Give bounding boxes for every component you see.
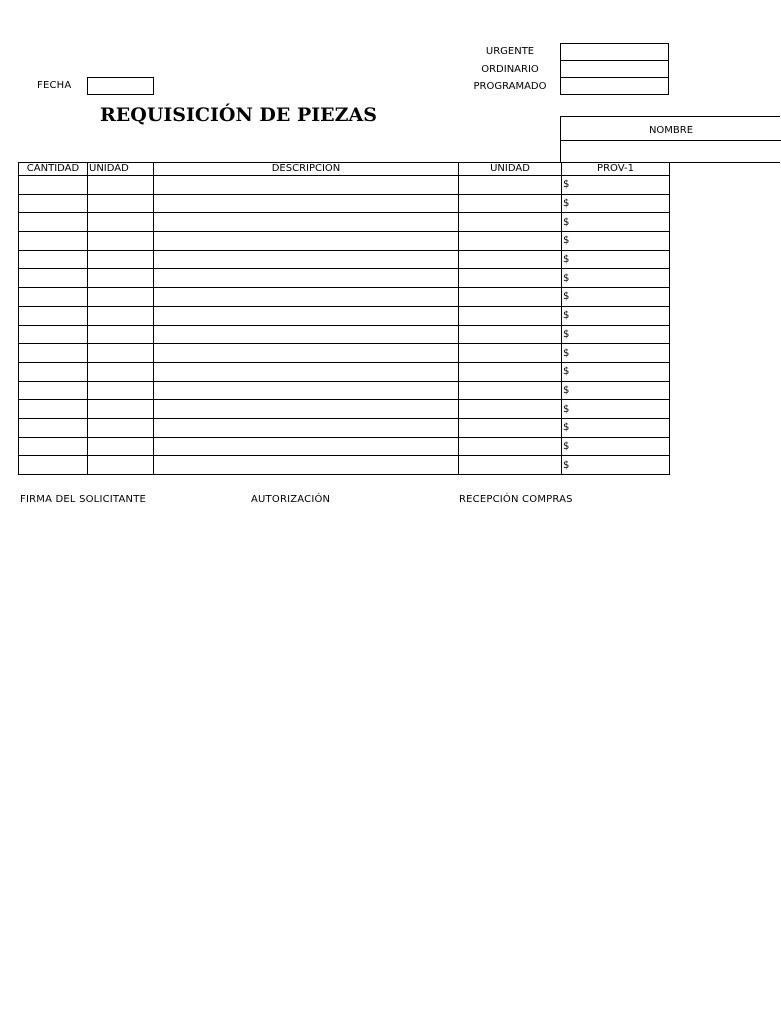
priority-label-ordinario: ORDINARIO <box>481 64 539 75</box>
cell-descripcion[interactable] <box>154 306 459 325</box>
table-row <box>19 400 670 419</box>
table-row <box>19 194 670 213</box>
cell-unidad2[interactable] <box>459 437 562 456</box>
col-header-prov-1: PROV-1 <box>562 163 670 176</box>
cell-descripcion[interactable] <box>154 213 459 232</box>
table-row <box>19 176 670 195</box>
cell-descripcion[interactable] <box>154 362 459 381</box>
cell-unidad[interactable] <box>88 362 154 381</box>
cell-prov1[interactable]: $ <box>562 232 670 251</box>
col-header-descripcion: DESCRIPCION <box>154 163 459 176</box>
table-row <box>19 325 670 344</box>
cell-unidad[interactable] <box>88 437 154 456</box>
cell-unidad2[interactable] <box>459 456 562 475</box>
cell-prov1[interactable]: $ <box>562 194 670 213</box>
table-row <box>19 306 670 325</box>
cell-unidad2[interactable] <box>459 176 562 195</box>
cell-descripcion[interactable] <box>154 176 459 195</box>
cell-cantidad[interactable] <box>19 176 88 195</box>
cell-cantidad[interactable] <box>19 362 88 381</box>
autorizacion-label: AUTORIZACIÓN <box>251 494 331 505</box>
supplier-name-label: NOMBRE <box>648 125 694 136</box>
cell-unidad2[interactable] <box>459 325 562 344</box>
cell-prov1[interactable]: $ <box>562 381 670 400</box>
cell-cantidad[interactable] <box>19 325 88 344</box>
priority-box-urgente[interactable] <box>560 43 669 61</box>
cell-unidad2[interactable] <box>459 418 562 437</box>
col-header-unidad-2: UNIDAD <box>459 163 562 176</box>
table-row <box>19 381 670 400</box>
cell-prov1[interactable]: $ <box>562 437 670 456</box>
cell-descripcion[interactable] <box>154 400 459 419</box>
cell-cantidad[interactable] <box>19 418 88 437</box>
priority-label-urgente: URGENTE <box>485 46 535 57</box>
table-row <box>19 288 670 307</box>
cell-descripcion[interactable] <box>154 288 459 307</box>
cell-unidad2[interactable] <box>459 194 562 213</box>
cell-descripcion[interactable] <box>154 232 459 251</box>
cell-unidad[interactable] <box>88 344 154 363</box>
fecha-field[interactable] <box>87 77 154 95</box>
cell-cantidad[interactable] <box>19 250 88 269</box>
recepcion-compras-label: RECEPCIÓN COMPRAS <box>459 494 573 505</box>
cell-unidad2[interactable] <box>459 250 562 269</box>
cell-descripcion[interactable] <box>154 344 459 363</box>
priority-box-programado[interactable] <box>560 77 669 95</box>
cell-cantidad[interactable] <box>19 456 88 475</box>
cell-unidad2[interactable] <box>459 344 562 363</box>
fecha-label: FECHA <box>37 80 72 91</box>
table-header-row <box>19 163 670 176</box>
cell-prov1[interactable]: $ <box>562 325 670 344</box>
cell-descripcion[interactable] <box>154 250 459 269</box>
cell-unidad2[interactable] <box>459 306 562 325</box>
table-body <box>19 176 670 475</box>
cell-cantidad[interactable] <box>19 306 88 325</box>
col-header-unidad: UNIDAD <box>88 163 154 176</box>
cell-cantidad[interactable] <box>19 288 88 307</box>
cell-cantidad[interactable] <box>19 194 88 213</box>
priority-label-programado: PROGRAMADO <box>473 81 547 92</box>
cell-descripcion[interactable] <box>154 381 459 400</box>
cell-unidad[interactable] <box>88 418 154 437</box>
cell-unidad[interactable] <box>88 194 154 213</box>
cell-unidad[interactable] <box>88 306 154 325</box>
priority-box-ordinario[interactable] <box>560 60 669 78</box>
table-row <box>19 250 670 269</box>
cell-unidad2[interactable] <box>459 232 562 251</box>
cell-cantidad[interactable] <box>19 232 88 251</box>
cell-unidad[interactable] <box>88 288 154 307</box>
table-row <box>19 269 670 288</box>
cell-cantidad[interactable] <box>19 381 88 400</box>
cell-unidad[interactable] <box>88 213 154 232</box>
cell-descripcion[interactable] <box>154 418 459 437</box>
col-header-cantidad: CANTIDAD <box>19 163 88 176</box>
cell-unidad[interactable] <box>88 250 154 269</box>
table-row <box>19 344 670 363</box>
cell-cantidad[interactable] <box>19 213 88 232</box>
cell-unidad[interactable] <box>88 176 154 195</box>
cell-prov1[interactable]: $ <box>562 269 670 288</box>
cell-unidad2[interactable] <box>459 288 562 307</box>
requisition-table <box>18 162 670 475</box>
cell-descripcion[interactable] <box>154 325 459 344</box>
table-row <box>19 232 670 251</box>
cell-unidad[interactable] <box>88 269 154 288</box>
cell-prov1[interactable]: $ <box>562 176 670 195</box>
table-row <box>19 213 670 232</box>
cell-unidad2[interactable] <box>459 381 562 400</box>
cell-prov1[interactable]: $ <box>562 344 670 363</box>
cell-cantidad[interactable] <box>19 269 88 288</box>
cell-unidad[interactable] <box>88 400 154 419</box>
cell-cantidad[interactable] <box>19 344 88 363</box>
cell-unidad[interactable] <box>88 325 154 344</box>
cell-descripcion[interactable] <box>154 456 459 475</box>
cell-prov1[interactable]: $ <box>562 400 670 419</box>
cell-prov1[interactable]: $ <box>562 362 670 381</box>
table-row <box>19 456 670 475</box>
cell-prov1[interactable]: $ <box>562 418 670 437</box>
cell-unidad2[interactable] <box>459 213 562 232</box>
cell-prov1[interactable]: $ <box>562 213 670 232</box>
cell-prov1[interactable]: $ <box>562 250 670 269</box>
supplier-header-frame <box>560 116 780 163</box>
page-title: REQUISICIÓN DE PIEZAS <box>100 104 377 126</box>
cell-unidad[interactable] <box>88 232 154 251</box>
supplier-name-row <box>561 117 781 141</box>
cell-cantidad[interactable] <box>19 400 88 419</box>
cell-prov1[interactable]: $ <box>562 456 670 475</box>
cell-unidad2[interactable] <box>459 400 562 419</box>
table-row <box>19 418 670 437</box>
table-row <box>19 437 670 456</box>
cell-descripcion[interactable] <box>154 437 459 456</box>
cell-unidad[interactable] <box>88 381 154 400</box>
cell-unidad2[interactable] <box>459 269 562 288</box>
cell-unidad2[interactable] <box>459 362 562 381</box>
firma-solicitante-label: FIRMA DEL SOLICITANTE <box>20 494 147 505</box>
cell-descripcion[interactable] <box>154 269 459 288</box>
cell-descripcion[interactable] <box>154 194 459 213</box>
cell-prov1[interactable]: $ <box>562 288 670 307</box>
cell-prov1[interactable]: $ <box>562 306 670 325</box>
cell-unidad[interactable] <box>88 456 154 475</box>
cell-cantidad[interactable] <box>19 437 88 456</box>
supplier-header-block <box>560 116 694 163</box>
table-row <box>19 362 670 381</box>
